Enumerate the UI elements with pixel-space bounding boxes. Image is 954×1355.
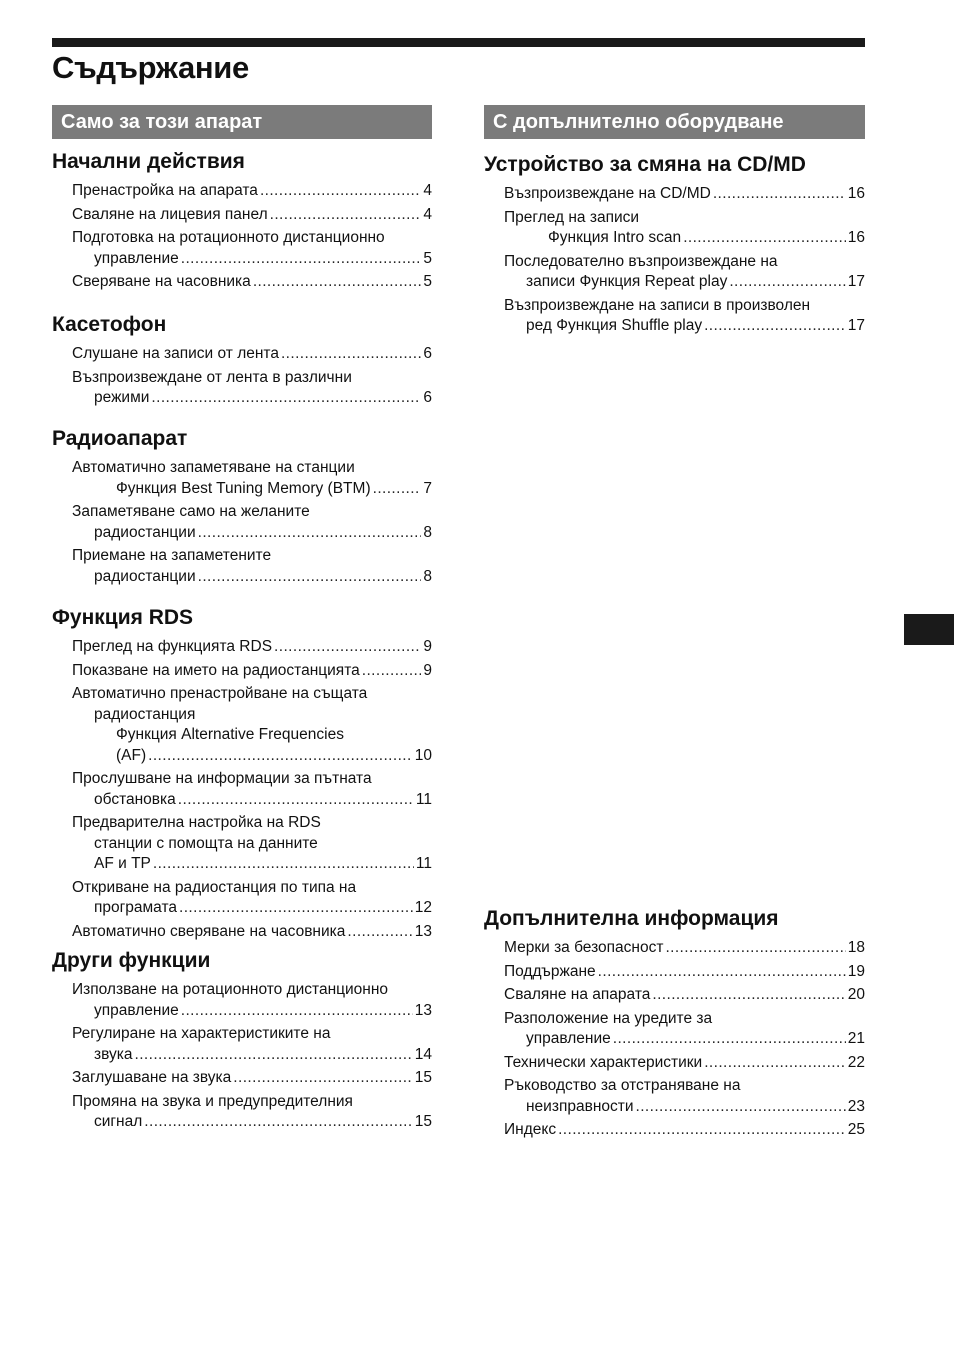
toc-entry-line (52, 344, 432, 365)
leader-dots (729, 272, 845, 293)
toc-entry[interactable] (52, 205, 432, 226)
leader-dots (148, 746, 413, 767)
toc-entry-text: Автоматично пренастройване на същата (72, 685, 368, 702)
left-category-band: Само за този апарат (52, 105, 432, 139)
toc-entry-text: Функция Best Tuning Memory (BTM) (116, 479, 371, 497)
toc-entry[interactable] (52, 922, 432, 943)
section-heading: Касетофон (52, 313, 167, 336)
leader-dots (153, 854, 414, 875)
toc-entry-text: Промяна на звука и предупредителния (72, 1092, 353, 1110)
page-number: 12 (414, 899, 432, 916)
toc-entry-text: Възпроизвеждане от лента в различни (72, 368, 352, 386)
section-heading: Радиоапарат (52, 427, 188, 450)
page-number: 18 (847, 939, 865, 956)
toc-entry-text: радиостанции (94, 523, 196, 541)
toc-entry-text: Заглушаване на звука (72, 1069, 232, 1086)
toc-entry[interactable] (52, 637, 432, 658)
toc-entry-line (484, 252, 865, 273)
toc-entry-text: Подготовка на ротационното дистанционно (72, 229, 385, 246)
toc-entry-text: Пренастройка на апарата (72, 182, 258, 199)
toc-entry-text: Функция Alternative Frequencies (116, 726, 344, 743)
toc-entry-line (484, 938, 865, 959)
toc-entry[interactable] (52, 661, 432, 682)
toc-entry-line (484, 1076, 865, 1097)
page-number: 15 (414, 1069, 432, 1086)
leader-dots (683, 228, 846, 249)
toc-entry-line (52, 388, 432, 409)
toc-entry-text: записи Функция Repeat play (526, 273, 728, 290)
toc-entry-text: Последователно възпроизвеждане на (504, 252, 778, 270)
toc-entry-text: Възпроизвеждане на CD/MD (504, 185, 711, 202)
toc-entry-line (52, 746, 432, 767)
toc-entry-text: Възпроизвеждане на записи в произволен (504, 296, 811, 314)
toc-entry-text: Преглед на записи (504, 208, 640, 226)
toc-entry[interactable] (52, 458, 432, 499)
toc-entry[interactable] (484, 985, 865, 1006)
page-number: 14 (414, 1045, 432, 1063)
toc-section (484, 152, 865, 340)
leader-dots (704, 316, 846, 337)
toc-entry-text: Предварителна настройка на RDS (72, 814, 321, 831)
toc-entry[interactable] (52, 181, 432, 202)
page-number: 25 (847, 1121, 865, 1138)
leader-dots (598, 962, 846, 983)
page-number: 11 (415, 855, 432, 872)
leader-dots (665, 938, 845, 959)
page-number: 22 (847, 1053, 865, 1071)
toc-entry-line (484, 1009, 865, 1030)
toc-entry-text: Показване на името на радиостанцията (72, 661, 360, 679)
toc-entry-line (52, 725, 432, 746)
leader-dots (151, 388, 421, 409)
page-number: 9 (423, 661, 432, 679)
leader-dots (270, 205, 422, 226)
toc-entry[interactable] (52, 502, 432, 543)
toc-entry-line (52, 1112, 432, 1133)
toc-entry[interactable] (52, 1024, 432, 1065)
toc-entry-line (52, 1068, 432, 1089)
toc-entry-text: програмата (94, 899, 178, 916)
page-number: 6 (423, 345, 432, 362)
toc-entry-text: Слушане на записи от лента (72, 345, 279, 362)
toc-entry-line (484, 184, 865, 205)
page-number: 8 (423, 567, 432, 585)
toc-section (52, 948, 432, 1136)
toc-entry-line (484, 228, 865, 249)
toc-entry-line (484, 1029, 865, 1050)
leader-dots (198, 567, 422, 588)
leader-dots (144, 1112, 412, 1133)
toc-entry[interactable] (52, 546, 432, 587)
leader-dots (260, 181, 421, 202)
leader-dots (181, 249, 422, 270)
toc-entry-text: Регулиране на характеристиките на (72, 1025, 331, 1042)
top-rule (52, 38, 865, 47)
toc-entry[interactable] (52, 878, 432, 919)
toc-section (52, 312, 432, 412)
toc-entry[interactable] (52, 813, 432, 875)
toc-entry-text: Прослушване на информации за пътната (72, 770, 372, 787)
toc-entry[interactable] (52, 769, 432, 810)
page-number: 4 (423, 182, 432, 199)
page-number: 5 (423, 249, 432, 267)
toc-entry-text: Сваляне на лицевия панел (72, 205, 268, 223)
leader-dots (135, 1045, 413, 1066)
leader-dots (347, 922, 412, 943)
toc-entry-text: Използване на ротационното дистанционно (72, 981, 389, 998)
page-number: 17 (847, 273, 865, 290)
toc-entry-line (52, 546, 432, 567)
leader-dots (181, 1001, 413, 1022)
toc-entry-text: Сверяване на часовника (72, 273, 251, 290)
leader-dots (281, 344, 421, 365)
toc-entry-text: Технически характеристики (504, 1053, 703, 1071)
toc-entry-text: Индекс (504, 1121, 557, 1138)
section-heading: Допълнителна информация (484, 907, 779, 930)
toc-entry-text: звука (94, 1045, 133, 1063)
leader-dots (179, 898, 413, 919)
toc-entry-line (484, 1097, 865, 1118)
page-number: 11 (415, 790, 432, 808)
page-number: 7 (423, 479, 432, 497)
toc-entry-text: управление (94, 249, 179, 267)
right-column (484, 105, 865, 1138)
toc-entry-line (484, 962, 865, 983)
left-column (52, 105, 432, 1130)
toc-entry-text: режими (94, 389, 150, 406)
page-number: 21 (847, 1030, 865, 1047)
toc-entry-line (484, 316, 865, 337)
toc-entry-line (484, 272, 865, 293)
page-number: 13 (414, 1001, 432, 1019)
toc-entry-text: Мерки за безопасност (504, 939, 664, 956)
page-number: 17 (847, 317, 865, 334)
section-heading: Начални действия (52, 150, 245, 173)
leader-dots (253, 272, 422, 293)
toc-entry[interactable] (484, 938, 865, 959)
toc-section (52, 426, 432, 590)
section-heading: Устройство за смяна на CD/MD (484, 153, 806, 176)
toc-entry-text: Преглед на функцията RDS (72, 638, 273, 655)
toc-entry-line (52, 878, 432, 899)
toc-entry-line (52, 790, 432, 811)
toc-entry[interactable] (52, 980, 432, 1021)
toc-entry-line (52, 368, 432, 389)
toc-entry-line (52, 458, 432, 479)
toc-entry-line (52, 205, 432, 226)
page-number: 15 (414, 1113, 432, 1130)
toc-entry-line (52, 834, 432, 855)
toc-entry-line (484, 1053, 865, 1074)
right-category-band: С допълнително оборудване (484, 105, 865, 139)
toc-entry-text: Запаметяване само на желаните (72, 503, 310, 520)
toc-entry-text: (AF) (116, 746, 147, 764)
toc-entry-line (484, 296, 865, 317)
toc-entry[interactable] (484, 1009, 865, 1050)
toc-entry[interactable] (52, 272, 432, 293)
leader-dots (373, 479, 422, 500)
toc-entry-line (52, 854, 432, 875)
page-number: 16 (847, 229, 865, 246)
toc-entry[interactable] (484, 208, 865, 249)
toc-entry-line (52, 1092, 432, 1113)
language-tab-marker (904, 614, 954, 645)
toc-entry-line (52, 1045, 432, 1066)
page-number: 19 (847, 962, 865, 980)
toc-entry-line (52, 272, 432, 293)
page-number: 10 (414, 746, 432, 764)
leader-dots (198, 523, 422, 544)
toc-entry[interactable] (484, 252, 865, 293)
toc-entry[interactable] (484, 962, 865, 983)
toc-entry[interactable] (52, 1092, 432, 1133)
toc-entry[interactable] (484, 1120, 865, 1141)
page-title: Съдържание (52, 50, 250, 85)
toc-entry-text: неизправности (526, 1097, 634, 1115)
toc-entry[interactable] (484, 184, 865, 205)
toc-entry[interactable] (52, 684, 432, 766)
toc-entry-text: Автоматично сверяване на часовника (72, 922, 346, 940)
toc-entry-text: ред Функция Shuffle play (526, 317, 703, 334)
toc-entry-line (52, 769, 432, 790)
toc-section (52, 149, 432, 296)
toc-entry-text: Автоматично запаметяване на станции (72, 459, 355, 476)
leader-dots (704, 1053, 846, 1074)
page-number: 20 (847, 986, 865, 1003)
toc-entry[interactable] (52, 368, 432, 409)
toc-entry-text: радиостанции (94, 567, 196, 585)
page-number: 23 (847, 1097, 865, 1115)
toc-entry-line (52, 523, 432, 544)
leader-dots (652, 985, 845, 1006)
section-heading: Функция RDS (52, 606, 194, 629)
toc-entry-text: управление (526, 1030, 611, 1047)
page-number: 4 (423, 205, 432, 223)
page-number: 5 (423, 273, 432, 290)
toc-entry-text: радиостанция (94, 705, 196, 723)
toc-entry-text: Приемане на запаметените (72, 547, 272, 564)
toc-entry[interactable] (52, 1068, 432, 1089)
toc-entry-text: управление (94, 1001, 179, 1019)
page-number: 8 (423, 523, 432, 541)
toc-entry[interactable] (52, 344, 432, 365)
leader-dots (233, 1068, 412, 1089)
toc-entry-line (484, 985, 865, 1006)
toc-entry-text: Функция Intro scan (548, 229, 682, 246)
toc-section (484, 906, 865, 1144)
toc-entry-line (52, 1024, 432, 1045)
toc-entry[interactable] (484, 296, 865, 337)
toc-entry-text: Сваляне на апарата (504, 986, 651, 1003)
page-number: 6 (423, 389, 432, 406)
leader-dots (613, 1029, 846, 1050)
toc-entry[interactable] (484, 1053, 865, 1074)
toc-entry-text: Откриване на радиостанция по типа на (72, 878, 357, 896)
toc-entry-line (52, 661, 432, 682)
toc-entry[interactable] (484, 1076, 865, 1117)
toc-entry-line (52, 898, 432, 919)
toc-entry-line (484, 208, 865, 229)
toc-entry-line (52, 181, 432, 202)
page-number: 9 (423, 638, 432, 655)
leader-dots (713, 184, 846, 205)
toc-entry-text: Разположение на уредите за (504, 1009, 713, 1027)
leader-dots (274, 637, 421, 658)
toc-entry-text: Поддържане (504, 962, 596, 980)
toc-entry-text: сигнал (94, 1113, 143, 1130)
toc-entry-text: обстановка (94, 790, 176, 808)
toc-entry-text: AF и TP (94, 855, 151, 872)
toc-entry-line (52, 567, 432, 588)
toc-entry-line (52, 813, 432, 834)
toc-entry-line (52, 637, 432, 658)
page-number: 13 (414, 922, 432, 940)
toc-entry[interactable] (52, 228, 432, 269)
toc-entry-line (52, 705, 432, 726)
toc-entry-line (484, 1120, 865, 1141)
toc-entry-line (52, 502, 432, 523)
toc-entry-text: Ръководство за отстраняване на (504, 1077, 741, 1094)
toc-entry-line (52, 249, 432, 270)
leader-dots (178, 790, 414, 811)
leader-dots (362, 661, 422, 682)
leader-dots (558, 1120, 846, 1141)
page-number: 16 (847, 185, 865, 202)
toc-entry-line (52, 922, 432, 943)
section-heading: Други функции (52, 949, 211, 972)
toc-entry-line (52, 1001, 432, 1022)
toc-section (52, 605, 432, 945)
toc-entry-line (52, 684, 432, 705)
leader-dots (636, 1097, 846, 1118)
toc-entry-text: станции с помощта на данните (94, 834, 318, 852)
toc-entry-line (52, 479, 432, 500)
toc-entry-line (52, 980, 432, 1001)
toc-entry-line (52, 228, 432, 249)
